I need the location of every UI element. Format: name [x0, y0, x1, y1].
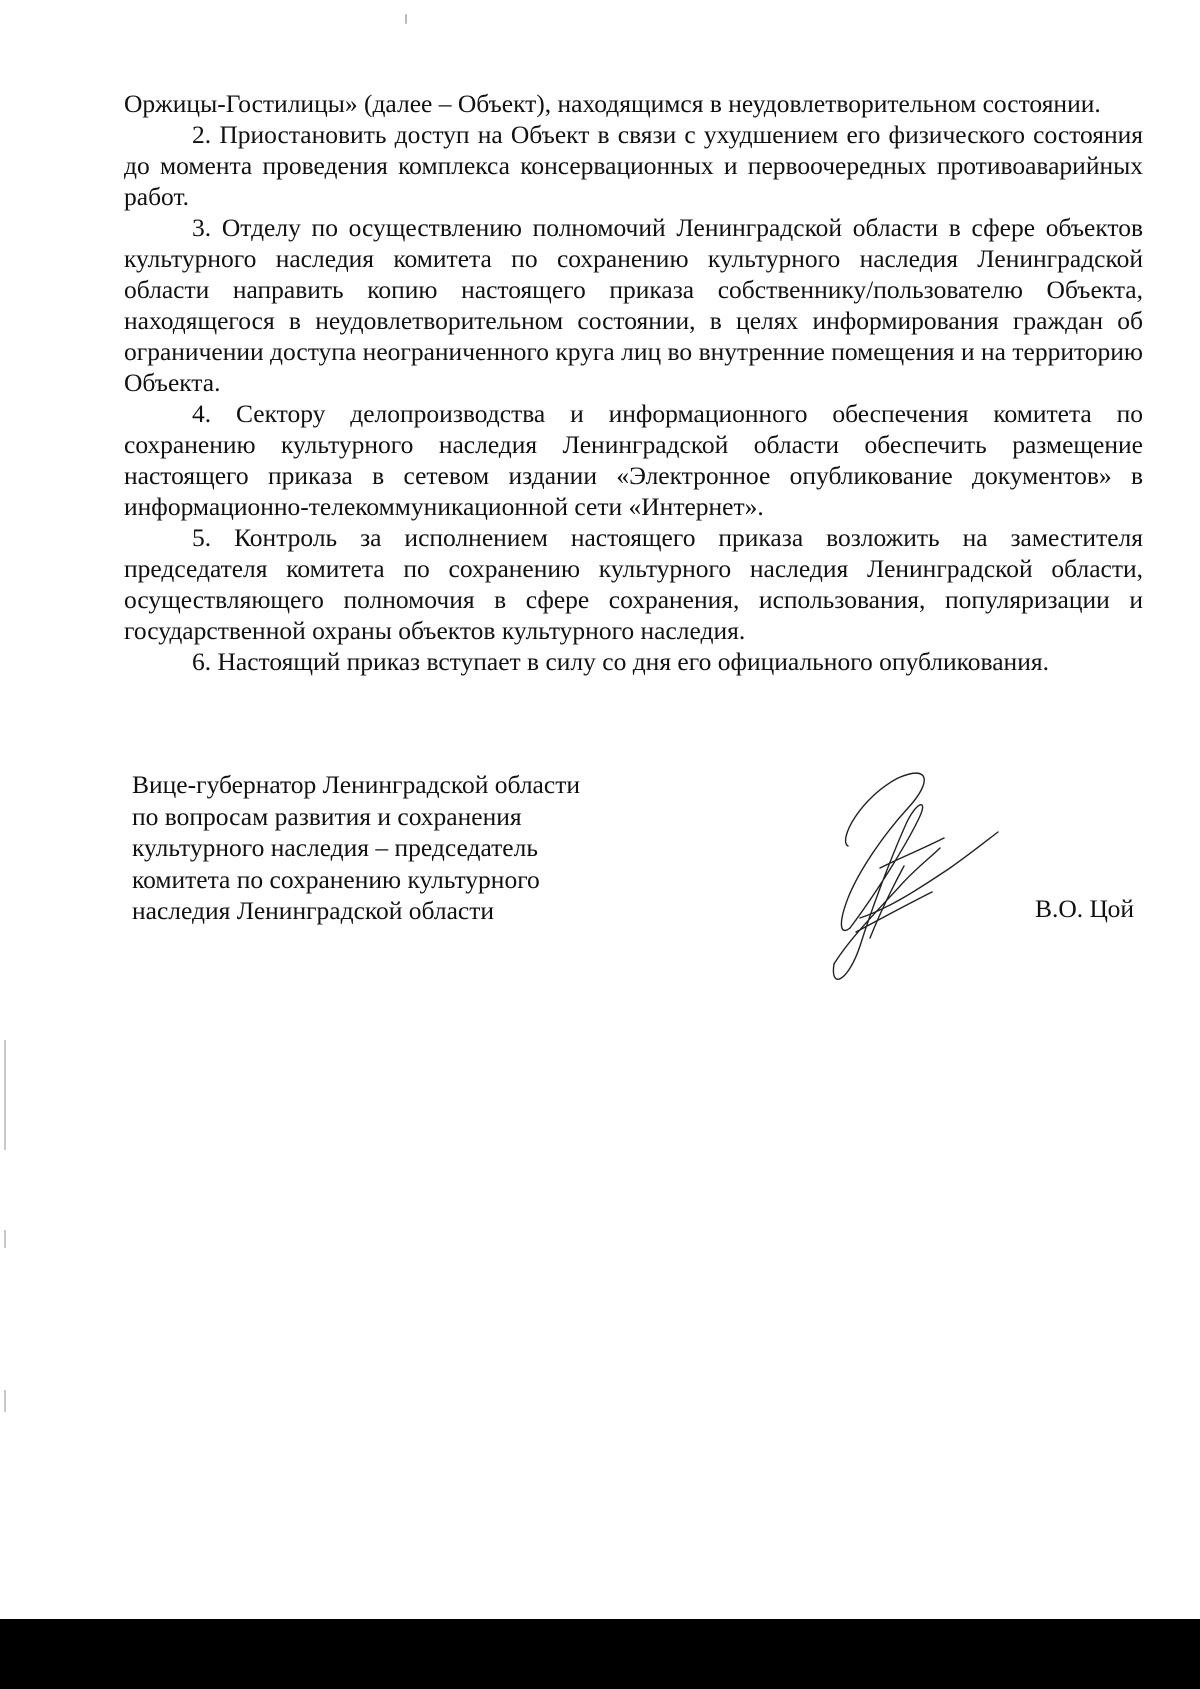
handwritten-signature-icon — [820, 768, 1010, 983]
signatory-name: В.О. Цой — [1035, 894, 1135, 923]
paragraph-continuation: Оржицы-Гостилицы» (далее – Объект), находящимся в неудовлетворительном состоянии. — [124, 89, 1101, 118]
signatory-title-line: Вице-губернатор Ленинградской области — [132, 770, 580, 799]
scan-edge-mark — [4, 1390, 6, 1412]
paragraph-item-2: 2. Приостановить доступ на Объект в связи с ухудшением его физического состояния до момента проведения комплекса консервационных и первоочередных противоаварийных работ. — [124, 120, 1143, 211]
scan-bottom-bar — [0, 1619, 1200, 1689]
scan-edge-mark — [4, 1230, 6, 1248]
paragraph-item-4: 4. Сектору делопроизводства и информационного обеспечения комитета по сохранению культурного наследия Ленинградской области обеспечить размещение настоящего приказа в сетевом издании «Электронное опубликование документов» в информационно-телекоммуникационной сети «Интернет». — [124, 399, 1143, 521]
paragraph-item-5: 5. Контроль за исполнением настоящего приказа возложить на заместителя председателя комитета по сохранению культурного наследия Ленинградской области, осуществляющего полномочия в сфере сохранения, использования, популяризации и государственной охраны объектов культурного наследия. — [124, 523, 1143, 645]
paragraph-item-6: 6. Настоящий приказ вступает в силу со дня его официального опубликования. — [192, 647, 1049, 676]
scan-edge-mark — [4, 1040, 6, 1150]
signatory-title-line: культурного наследия – председатель — [132, 833, 538, 862]
signatory-title-line: наследия Ленинградской области — [132, 896, 495, 925]
signatory-title-line: по вопросам развития и сохранения — [132, 801, 522, 831]
signatory-title — [132, 769, 580, 927]
document-body — [124, 88, 1143, 677]
signatory-title-line: комитета по сохранению культурного — [132, 864, 540, 894]
paragraph-item-3: 3. Отделу по осуществлению полномочий Ленинградской области в сфере объектов культурного наследия комитета по сохранению культурного наследия Ленинградской области направить копию настоящего приказа собственнику/пользователю Объекта, находящегося в неудовлетворительном состоянии, в целях информирования граждан об ограничении доступа неограниченного круга лиц во внутренние помещения и на территорию Объекта. — [124, 213, 1143, 397]
scan-speck — [405, 14, 407, 24]
